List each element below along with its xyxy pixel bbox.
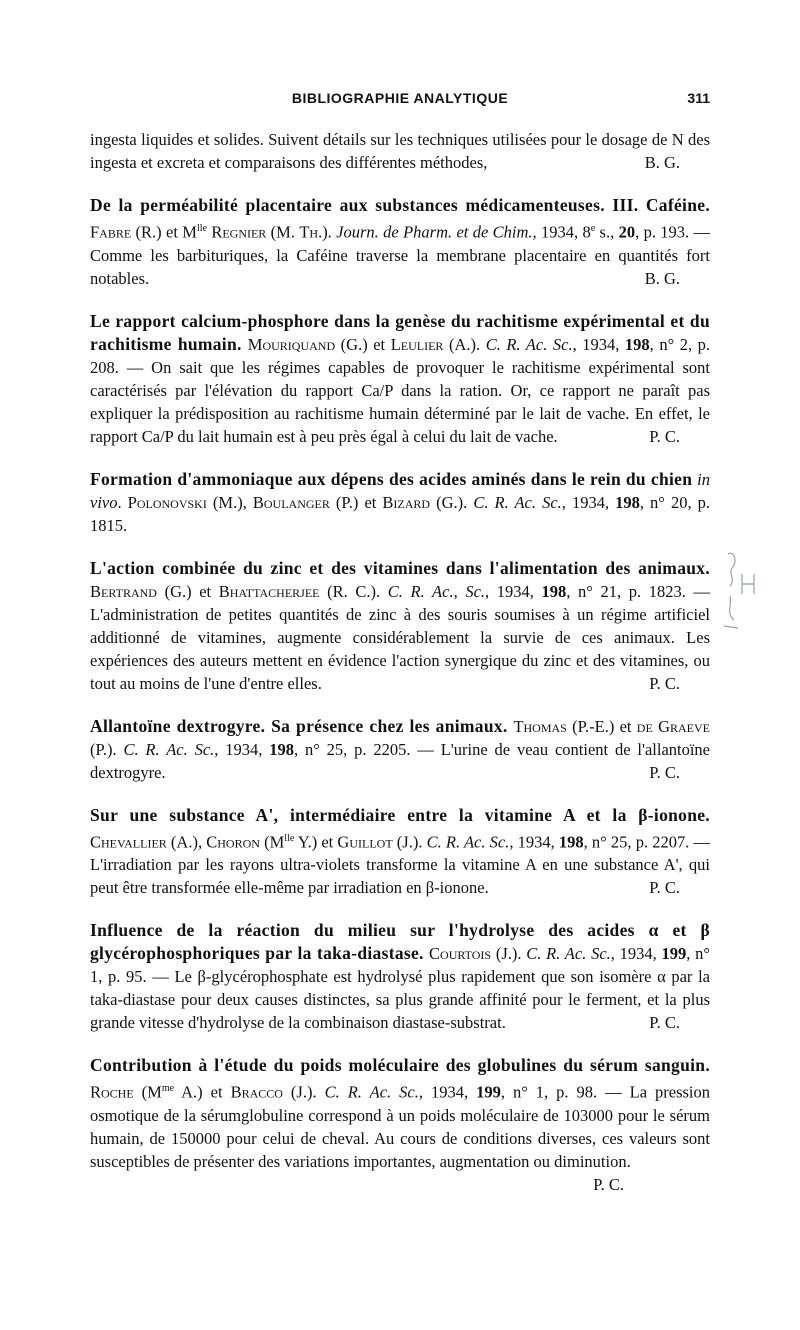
entry-title: Formation d'ammoniaque aux dépens des acides aminés dans le rein du chien xyxy=(90,468,698,489)
entry-text: , 1934, xyxy=(610,944,662,963)
volume-number: 199 xyxy=(476,1082,501,1102)
entry-text: , n° 1, p. 95. — Le β-glycérophosphate est hydrolysé plus rapidement que son isomère α par la taka-diastase pour deux causes distinctes, sa plus grande affinité pour le ferment, et la plus grande vitesse d'hydrolyse de la combinaison diastase-substrat. xyxy=(90,944,711,1032)
handwritten-margin-note xyxy=(720,544,780,634)
entry-text: (P.) et xyxy=(329,492,383,512)
entry-signature: B. G. xyxy=(644,268,680,288)
author-name: de Graeve xyxy=(636,716,710,736)
author-name: Bracco xyxy=(230,1082,283,1102)
journal-name: C. R. Ac. Sc. xyxy=(426,832,510,851)
entry-signature: P. C. xyxy=(649,426,680,446)
entry-text: , n° 2, p. 208. — On sait que les régimes capables de provoquer le rachitisme expérimental sont caractérisés par l'élévation du rapport Ca/P dans la ration. Or, ce rapport ne paraît pas expliquer la prédisposition au rachitisme humain déterminé par le lait de vache. En effet, le rapport Ca/P du lait humain est à peu près égal à celui du lait de vache. xyxy=(90,334,711,446)
entry-text: , 1934, 8 xyxy=(532,222,591,242)
entry-text: , p. 193. — Comme les barbituriques, la Caféine traverse la membrane placentaire en quantités fort notables. xyxy=(90,222,711,288)
bibliography-entry xyxy=(90,557,710,695)
entry-signature: P. C. xyxy=(593,1174,624,1194)
author-name: Th xyxy=(299,222,319,242)
author-name: Choron xyxy=(206,832,260,851)
running-header xyxy=(90,90,710,112)
volume-number: 198 xyxy=(269,739,294,759)
journal-name: C. R. Ac. Sc. xyxy=(324,1082,419,1102)
entry-text: s., xyxy=(595,222,619,242)
entry-text: , 1934, xyxy=(418,1082,477,1102)
entry-text: . xyxy=(117,492,128,512)
volume-number: 20 xyxy=(618,222,636,242)
author-name: Guillot xyxy=(337,832,393,851)
bibliography-entry xyxy=(90,1054,710,1173)
bibliography-entry xyxy=(90,310,710,448)
bibliography-entries xyxy=(90,128,710,1196)
entry-text: (P.). xyxy=(90,739,124,759)
entry-text: , 1934, xyxy=(561,492,616,512)
bibliography-entry xyxy=(90,804,710,900)
entry-title: Sur une substance A', intermédiaire entre la vitamine A et la β-ionone. xyxy=(90,804,710,825)
journal-name: in vivo xyxy=(90,469,710,512)
entry-title: Influence de la réaction du milieu sur l'hydrolyse des acides α et β glycérophosphoriques par la taka-diastase. xyxy=(90,920,710,963)
entry-text: , n° 21, p. 1823. — L'administration de petites quantités de zinc à des souris soumises à un régime artificiel additionné de vitamines, augmente considérablement la survie de ces animaux. Les expériences des auteurs mettent en évidence l'action synergique du zinc et des vitamines, ou tout au moins de l'une d'entre elles. xyxy=(90,581,710,693)
entry-text: , n° 25, p. 2207. — L'irradiation par les rayons ultra-violets transforme la vitamine A en une substance A', qui peut être transformée elle-même par irradiation en β-ionone. xyxy=(90,832,711,897)
author-name: Bertrand xyxy=(90,581,157,601)
entry-text: (M xyxy=(259,832,285,851)
bibliography-entry xyxy=(90,128,710,174)
entry-title: Le rapport calcium-phosphore dans la genèse du rachitisme expérimental et du rachitisme humain. xyxy=(90,310,710,354)
author-name: Fabre xyxy=(90,222,132,242)
entry-text: .). xyxy=(318,222,337,242)
entry-text: Y.) et xyxy=(294,832,338,851)
entry-text: (G.). xyxy=(430,492,474,512)
entry-text: me xyxy=(161,1083,175,1094)
journal-name: C. R. Ac. Sc. xyxy=(473,492,562,512)
journal-name: Journ. de Pharm. et de Chim. xyxy=(336,222,533,242)
entry-text: , n° 20, p. 1815. xyxy=(90,492,711,535)
entry-text: , n° 1, p. 98. — La pression osmotique de la sérumglobuline correspond à un poids moléculaire de 103000 pour le sérum humain, de 150000 pour celui de cheval. Au cours de conditions diverses, ces valeurs sont susceptibles de présenter des variations importantes, augmentation ou diminution. xyxy=(90,1082,711,1171)
journal-name: C. R. Ac. Sc. xyxy=(526,944,611,963)
entry-text: , 1934, xyxy=(572,334,625,354)
entry-title: De la perméabilité placentaire aux substances médicamenteuses. III. Caféine. xyxy=(90,195,710,215)
entry-text: A.) et xyxy=(174,1082,231,1102)
entry-text: (G.) et xyxy=(156,581,219,601)
entry-signature: P. C. xyxy=(649,878,680,897)
entry-text: (R. C.). xyxy=(319,581,388,601)
entry-signature: B. G. xyxy=(644,153,680,172)
entry-text: , 1934, xyxy=(485,581,542,601)
author-name: Boulanger xyxy=(252,492,330,512)
entry-text: (A.), xyxy=(166,832,207,851)
volume-number: 198 xyxy=(624,334,650,354)
author-name: Bizard xyxy=(382,492,431,512)
journal-name: C. R. Ac. Sc. xyxy=(123,739,215,759)
bibliography-entry xyxy=(90,194,710,290)
page-number: 311 xyxy=(687,90,710,106)
entry-text: lle xyxy=(284,832,295,844)
entry-text: , n° 25, p. 2205. — L'urine de veau contient de l'allantoïne dextrogyre. xyxy=(90,739,711,782)
bibliography-entry xyxy=(90,715,710,784)
entry-text: ingesta liquides et solides. Suivent détails sur les techniques utilisées pour le dosage de N des ingesta et excreta et comparaisons des différentes méthodes, xyxy=(90,130,710,172)
entry-text: e xyxy=(590,223,596,234)
entry-text: (P.-E.) et xyxy=(566,716,637,736)
entry-text: (J.). xyxy=(491,944,527,963)
entry-text: (J.). xyxy=(392,832,427,851)
volume-number: 198 xyxy=(615,492,640,512)
entry-text: (J.). xyxy=(282,1082,325,1102)
entry-text: , 1934, xyxy=(214,739,270,759)
entry-title: Allantoïne dextrogyre. Sa présence chez les animaux. xyxy=(90,715,514,736)
author-name: Polonovski xyxy=(127,492,207,512)
entry-text: (M. xyxy=(266,222,300,242)
running-title: BIBLIOGRAPHIE ANALYTIQUE xyxy=(291,90,509,106)
entry-text: , 1934, xyxy=(509,832,559,851)
entry-text: (A.). xyxy=(443,334,486,354)
entry-signature: P. C. xyxy=(649,1013,680,1032)
volume-number: 198 xyxy=(558,832,584,851)
author-name: Chevallier xyxy=(90,832,167,851)
entry-text: (R.) et M xyxy=(131,222,197,242)
journal-name: C. R. Ac., Sc. xyxy=(387,581,486,601)
bibliography-entry xyxy=(90,468,710,537)
author-name: Courtois xyxy=(429,944,492,963)
author-name: Mouriquand xyxy=(247,334,336,354)
entry-text: (G.) et xyxy=(335,334,391,354)
author-name: Leulier xyxy=(390,334,444,354)
volume-number: 198 xyxy=(541,581,567,601)
entry-signature: P. C. xyxy=(649,673,680,693)
entry-text: (M xyxy=(133,1082,162,1102)
author-name: Bhattacherjee xyxy=(218,581,320,601)
entry-signature: P. C. xyxy=(649,762,680,782)
author-name: Roche xyxy=(90,1082,134,1102)
volume-number: 199 xyxy=(661,944,687,963)
entry-title: L'action combinée du zinc et des vitamines dans l'alimentation des animaux. xyxy=(90,557,710,578)
bibliography-entry xyxy=(90,919,710,1034)
author-name: Thomas xyxy=(513,716,567,736)
author-name: Regnier xyxy=(211,222,267,242)
entry-text: (M.), xyxy=(206,492,253,512)
entry-title: Contribution à l'étude du poids moléculaire des globulines du sérum sanguin. xyxy=(90,1055,710,1075)
entry-text: lle xyxy=(196,223,207,234)
journal-name: C. R. Ac. Sc. xyxy=(485,334,573,354)
